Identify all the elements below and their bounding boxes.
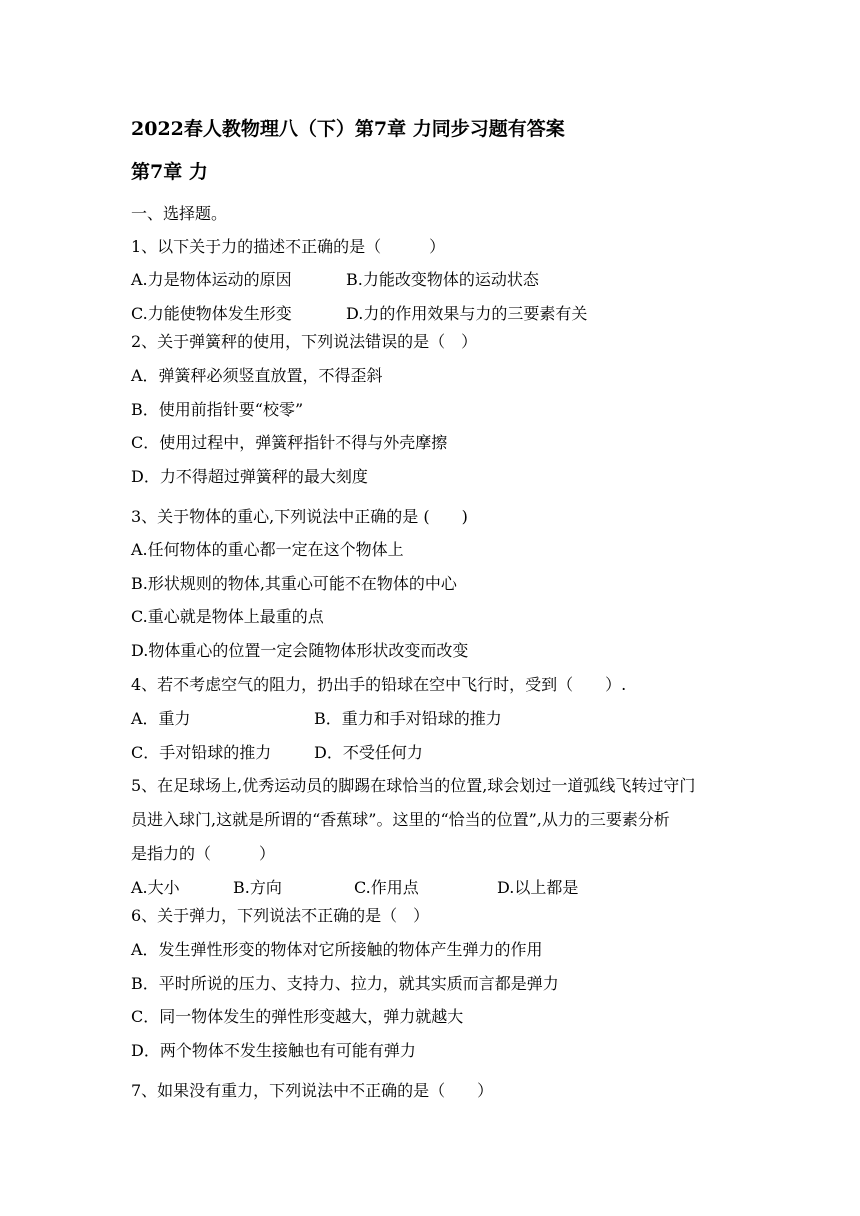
question-3-option-a: A.任何物体的重心都一定在这个物体上 bbox=[131, 540, 404, 559]
chapter-title: 第7章 力 bbox=[131, 161, 208, 183]
question-2-option-c: C．使用过程中，弹簧秤指针不得与外壳摩擦 bbox=[131, 433, 448, 452]
question-6-option-c: C．同一物体发生的弹性形变越大，弹力就越大 bbox=[131, 1007, 464, 1026]
question-6-stem: 6、关于弹力，下列说法不正确的是（ ） bbox=[131, 906, 430, 925]
question-4-option-a: A．重力 bbox=[131, 709, 191, 728]
question-3-option-b: B.形状规则的物体,其重心可能不在物体的中心 bbox=[131, 574, 457, 593]
question-2-option-b: B．使用前指针要“校零” bbox=[131, 400, 304, 419]
question-5-option-d: D.以上都是 bbox=[497, 878, 579, 897]
question-1-stem: 1、以下关于力的描述不正确的是（ ） bbox=[131, 237, 446, 256]
question-4-option-d: D．不受任何力 bbox=[314, 743, 423, 762]
question-1-option-c: C.力能使物体发生形变 bbox=[131, 304, 292, 323]
question-1-option-b: B.力能改变物体的运动状态 bbox=[346, 270, 539, 289]
question-2-option-a: A．弹簧秤必须竖直放置，不得歪斜 bbox=[131, 366, 383, 385]
question-3-stem: 3、关于物体的重心,下列说法中正确的是 ( ) bbox=[131, 507, 468, 526]
question-1-option-d: D.力的作用效果与力的三要素有关 bbox=[346, 304, 588, 323]
question-1-option-a: A.力是物体运动的原因 bbox=[131, 270, 292, 289]
question-6-option-b: B．平时所说的压力、支持力、拉力，就其实质而言都是弹力 bbox=[131, 974, 559, 993]
question-6-option-d: D．两个物体不发生接触也有可能有弹力 bbox=[131, 1041, 416, 1060]
question-7-stem: 7、如果没有重力，下列说法中不正确的是（ ） bbox=[131, 1081, 494, 1100]
question-5-option-c: C.作用点 bbox=[354, 878, 419, 897]
question-4-stem: 4、若不考虑空气的阻力，扔出手的铅球在空中飞行时，受到（ ）. bbox=[131, 675, 627, 694]
document-title: 2022春人教物理八（下）第7章 力同步习题有答案 bbox=[131, 118, 565, 140]
question-5-stem-line-1: 5、在足球场上,优秀运动员的脚踢在球恰当的位置,球会划过一道弧线飞转过守门 bbox=[131, 776, 696, 795]
question-5-option-a: A.大小 bbox=[131, 878, 180, 897]
section-heading: 一、选择题。 bbox=[131, 204, 228, 223]
question-5-stem-line-2: 员进入球门,这就是所谓的“香蕉球”。这里的“恰当的位置”,从力的三要素分析 bbox=[131, 810, 670, 829]
question-3-option-c: C.重心就是物体上最重的点 bbox=[131, 607, 324, 626]
question-5-option-b: B.方向 bbox=[233, 878, 282, 897]
question-6-option-a: A．发生弹性形变的物体对它所接触的物体产生弹力的作用 bbox=[131, 940, 543, 959]
question-4-option-c: C．手对铅球的推力 bbox=[131, 743, 272, 762]
question-2-stem: 2、关于弹簧秤的使用，下列说法错误的是（ ） bbox=[131, 332, 478, 351]
question-2-option-d: D．力不得超过弹簧秤的最大刻度 bbox=[131, 467, 368, 486]
question-3-option-d: D.物体重心的位置一定会随物体形状改变而改变 bbox=[131, 641, 469, 660]
question-5-stem-line-3: 是指力的（ ） bbox=[131, 844, 276, 863]
question-4-option-b: B．重力和手对铅球的推力 bbox=[314, 709, 502, 728]
